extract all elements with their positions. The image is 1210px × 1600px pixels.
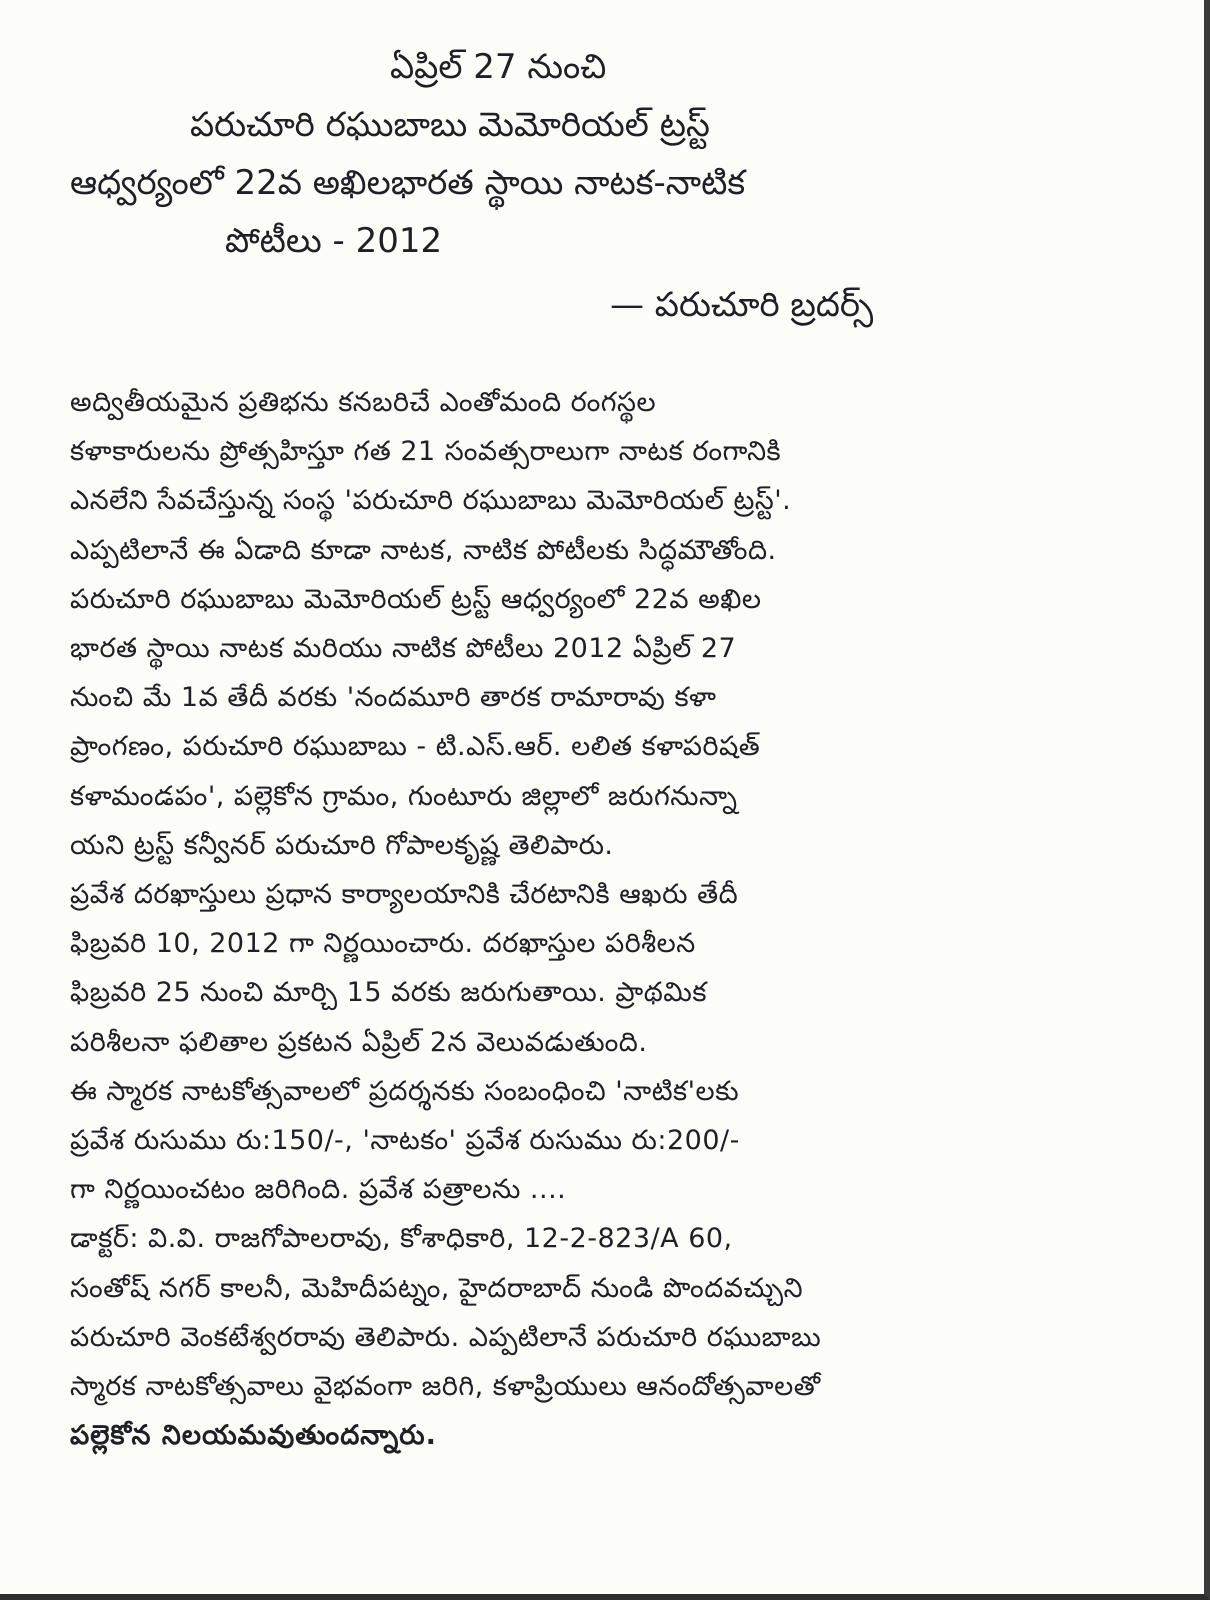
body-line: ఈ స్మారక నాటకోత్సవాలలో ప్రదర్శనకు సంబంధించి 'నాటిక'లకు xyxy=(70,1075,740,1107)
body-line: ఫిబ్రవరి 10, 2012 గా నిర్ణయించారు. దరఖాస్తుల పరిశీలన xyxy=(70,928,696,960)
body-line: ప్రవేశ రుసుము రు:150/-, 'నాటకం' ప్రవేశ రుసుము రు:200/- xyxy=(70,1125,740,1157)
body-line: యని ట్రస్ట్ కన్వీనర్ పరుచూరి గోపాలకృష్ణ తెలిపారు. xyxy=(70,829,614,861)
body-text xyxy=(70,378,1160,1460)
body-line: కళామండపం', పల్లెకోన గ్రామం, గుంటూరు జిల్లాలో జరుగనున్నా xyxy=(70,780,738,812)
body-line: పల్లెకోన నిలయమవుతుందన్నారు. xyxy=(70,1420,437,1452)
heading-line-1: ఏప్రిల్ 27 నుంచి xyxy=(390,47,607,87)
body-line: పరిశీలనా ఫలితాల ప్రకటన ఏప్రిల్ 2న వెలువడుతుంది. xyxy=(70,1026,648,1058)
body-line: ఫిబ్రవరి 25 నుంచి మార్చి 15 వరకు జరుగుతాయి. ప్రాథమిక xyxy=(70,977,707,1009)
body-line: డాక్టర్: వి.వి. రాజగోపాలరావు, కోశాధికారి, 12-2-823/A 60, xyxy=(70,1223,733,1255)
heading-line-3: ఆధ్వర్యంలో 22వ అఖిలభారత స్థాయి నాటక-నాటిక xyxy=(70,163,746,203)
body-line: పరుచూరి రఘుబాబు మెమోరియల్ ట్రస్ట్ ఆధ్వర్యంలో 22వ అఖిల xyxy=(70,583,762,615)
body-line: అద్వితీయమైన ప్రతిభను కనబరిచే ఎంతోమంది రంగస్థల xyxy=(70,387,657,418)
heading-line-2: పరుచూరి రఘుబాబు మెమోరియల్ ట్రస్ట్ xyxy=(190,105,710,145)
body-line: పరుచూరి వెంకటేశ్వరరావు తెలిపారు. ఎప్పటిలానే పరుచూరి రఘుబాబు xyxy=(70,1321,822,1353)
body-line: ప్రవేశ దరఖాస్తులు ప్రధాన కార్యాలయానికి చేరటానికి ఆఖరు తేదీ xyxy=(70,879,739,911)
body-line: ఎప్పటిలానే ఈ ఏడాది కూడా నాటక, నాటిక పోటీలకు సిద్ధమౌతోంది. xyxy=(70,534,777,566)
body-line: నుంచి మే 1వ తేదీ వరకు 'నందమూరి తారక రామారావు కళా xyxy=(70,682,717,714)
body-line: ప్రాంగణం, పరుచూరి రఘుబాబు - టి.ఎస్.ఆర్. లలిత కళాపరిషత్ xyxy=(70,731,761,763)
body-line: గా నిర్ణయించటం జరిగింది. ప్రవేశ పత్రాలను .... xyxy=(70,1174,567,1206)
body-line: సంతోష్ నగర్ కాలనీ, మెహిదీపట్నం, హైదరాబాద్ నుండి పొందవచ్చుని xyxy=(70,1272,804,1304)
body-line: కళాకారులను ప్రోత్సహిస్తూ గత 21 సంవత్సరాలుగా నాటక రంగానికి xyxy=(70,436,782,468)
body-line: భారత స్థాయి నాటక మరియు నాటిక పోటీలు 2012 ఏప్రిల్ 27 xyxy=(70,633,737,665)
body-line: ఎనలేని సేవచేస్తున్న సంస్థ 'పరుచూరి రఘుబాబు మెమోరియల్ ట్రస్ట్'. xyxy=(70,485,792,517)
body-line: స్మారక నాటకోత్సవాలు వైభవంగా జరిగి, కళాప్రియులు ఆనందోత్సవాలతో xyxy=(70,1371,821,1403)
byline: — పరుచూరి బ్రదర్స్ xyxy=(610,285,874,325)
heading xyxy=(60,38,1140,270)
heading-line-4: పోటీలు - 2012 xyxy=(225,221,443,261)
